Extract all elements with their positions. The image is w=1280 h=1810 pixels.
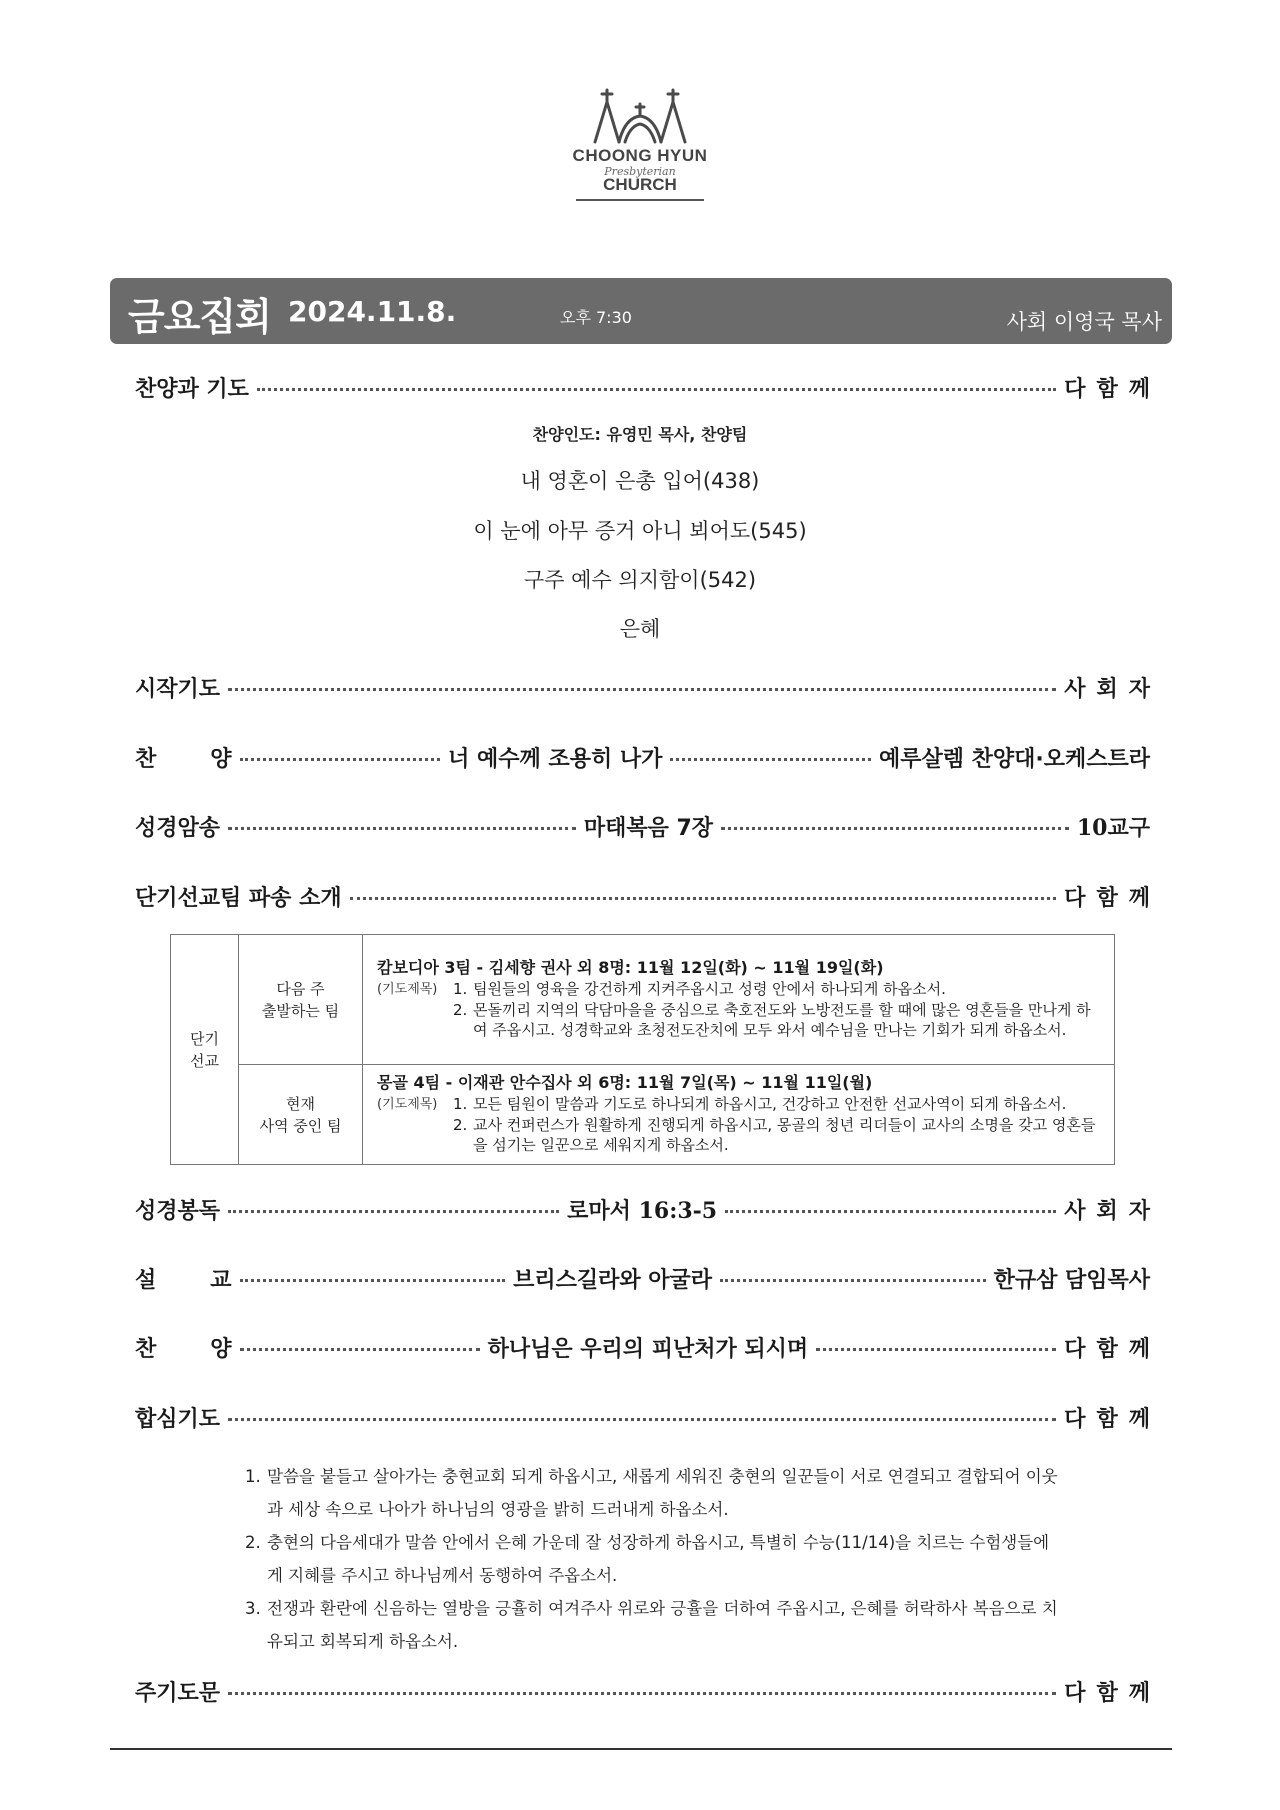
prayer-tag: (기도제목) xyxy=(377,982,438,997)
song-2: 이 눈에 아무 증거 아니 뵈어도(545) xyxy=(473,519,807,543)
prayer-text: 교사 컨퍼런스가 원활하게 진행되게 하옵시고, 몽골의 청년 리더들이 교사의 소명을 갖고 영혼들을 섬기는 일꾼으로 세워지게 하옵소서. xyxy=(473,1116,1096,1154)
order-label: 찬양 xyxy=(135,1336,286,1362)
team-title: 몽골 4팀 - 이재관 안수집사 외 6명: 11월 7일(목) ~ 11월 11일(월) xyxy=(377,1073,873,1092)
order-right: 다함께 xyxy=(1064,1406,1161,1432)
church-logo xyxy=(560,88,720,218)
logo-line-1: CHOONG HYUN xyxy=(572,146,708,165)
logo-line-2: Presbyterian xyxy=(604,165,676,178)
order-sermon xyxy=(135,1261,1150,1295)
order-right: 사회자 xyxy=(1064,1198,1161,1224)
prayer-item: (기도제목) 1. 팀원들의 영육을 강건하게 지켜주옵시고 성령 안에서 하나되게 하옵소서. xyxy=(377,979,1102,1000)
leader-dots xyxy=(240,1348,480,1351)
service-date: 2024.11.8. xyxy=(288,295,457,328)
table-row xyxy=(171,1065,1115,1165)
prayer-text: 전쟁과 환란에 신음하는 열방을 긍휼히 여겨주사 위로와 긍휼을 더하여 주옵시고, 은혜를 허락하사 복음으로 치유되고 회복되게 하옵소서. xyxy=(267,1599,1058,1651)
order-opening-prayer xyxy=(135,670,1161,704)
order-right: 예루살렘 찬양대·오케스트라 xyxy=(878,746,1150,772)
order-label: 성경봉독 xyxy=(135,1198,221,1224)
order-right: 다함께 xyxy=(1064,885,1161,911)
prayer-item: 2. 교사 컨퍼런스가 원활하게 진행되게 하옵시고, 몽골의 청년 리더들이 교사의 소명을 갖고 영혼들을 섬기는 일꾼으로 세워지게 하옵소서. xyxy=(377,1115,1102,1155)
service-host: 사회 이영국 목사 xyxy=(1006,310,1162,334)
order-scripture xyxy=(135,1192,1161,1226)
order-title: 브리스길라와 아굴라 xyxy=(513,1267,713,1293)
song-4: 은혜 xyxy=(619,617,661,641)
logo-line-3: CHURCH xyxy=(603,175,677,194)
leader-dots xyxy=(228,1210,559,1213)
table-row xyxy=(171,935,1115,1065)
order-label: 합심기도 xyxy=(135,1406,221,1432)
song-3: 구주 예수 의지함이(542) xyxy=(523,568,757,592)
order-label: 찬양과 기도 xyxy=(135,376,249,402)
prayer-text: 충현의 다음세대가 말씀 안에서 은혜 가운데 잘 성장하게 하옵시고, 특별히 수능(11/14)을 치르는 수험생들에게 지혜를 주시고 하나님께서 동행하여 주옵소서. xyxy=(267,1533,1050,1585)
order-memorize xyxy=(135,809,1150,843)
prayer-tag: (기도제목) xyxy=(377,1097,438,1112)
order-unison-prayer xyxy=(135,1400,1161,1434)
leader-dots xyxy=(721,827,1069,830)
order-title: 하나님은 우리의 피난처가 되시며 xyxy=(487,1336,809,1362)
leader-dots xyxy=(228,827,576,830)
order-right: 사회자 xyxy=(1064,676,1161,702)
order-mission-intro xyxy=(135,879,1161,913)
order-label: 설교 xyxy=(135,1267,286,1293)
prayer-text: 모든 팀원이 말씀과 기도로 하나되게 하옵시고, 건강하고 안전한 선교사역이 되게 하옵소서. xyxy=(473,1095,1067,1113)
order-right: 다함께 xyxy=(1064,376,1161,402)
leader-dots xyxy=(670,758,871,761)
leader-dots xyxy=(720,1279,986,1282)
team-status: 다음 주 출발하는 팀 xyxy=(239,935,363,1065)
order-right: 한규삼 담임목사 xyxy=(993,1267,1151,1293)
list-item: 1. 말씀을 붙들고 살아가는 충현교회 되게 하옵시고, 새롭게 세워진 충현의 일꾼들이 서로 연결되고 결합되어 이웃과 세상 속으로 나아가 하나님의 영광을 밝히 드러내게 하옵소서. xyxy=(245,1460,1065,1526)
service-header xyxy=(110,278,1172,344)
prayer-item: 2. 몬돌끼리 지역의 닥담마을을 중심으로 축호전도와 노방전도를 할 때에 많은 영혼들을 만나게 하여 주옵시고. 성경학교와 초청전도잔치에 모두 와서 예수님을 만나는 기회가 되게 하옵소서. xyxy=(377,1000,1102,1040)
leader-dots xyxy=(257,388,1056,391)
leader-dots xyxy=(228,688,1056,691)
list-item: 3. 전쟁과 환란에 신음하는 열방을 긍휼히 여겨주사 위로와 긍휼을 더하여 주옵시고, 은혜를 허락하사 복음으로 치유되고 회복되게 하옵소서. xyxy=(245,1592,1065,1658)
prayer-item: (기도제목) 1. 모든 팀원이 말씀과 기도로 하나되게 하옵시고, 건강하고 안전한 선교사역이 되게 하옵소서. xyxy=(377,1094,1102,1115)
leader-dots xyxy=(725,1210,1056,1213)
team-title: 캄보디아 3팀 - 김세향 권사 외 8명: 11월 12일(화) ~ 11월 19일(화) xyxy=(377,958,884,977)
prayer-list xyxy=(245,1460,1065,1658)
leader-dots xyxy=(240,758,441,761)
leader-dots xyxy=(816,1348,1056,1351)
order-title: 마태복음 7장 xyxy=(583,815,714,841)
team-status: 현재 사역 중인 팀 xyxy=(239,1065,363,1165)
order-label: 성경암송 xyxy=(135,815,221,841)
order-right: 10교구 xyxy=(1076,814,1150,841)
leader-dots xyxy=(350,897,1057,900)
leader-dots xyxy=(228,1692,1056,1695)
order-hymn xyxy=(135,1330,1162,1364)
prayer-text: 말씀을 붙들고 살아가는 충현교회 되게 하옵시고, 새롭게 세워진 충현의 일꾼들이 서로 연결되고 결합되어 이웃과 세상 속으로 나아가 하나님의 영광을 밝히 드러내게 하옵소서. xyxy=(267,1467,1058,1519)
order-label: 주기도문 xyxy=(135,1680,221,1706)
service-time: 오후 7:30 xyxy=(560,308,632,327)
prayer-text: 몬돌끼리 지역의 닥담마을을 중심으로 축호전도와 노방전도를 할 때에 많은 영혼들을 만나게 하여 주옵시고. 성경학교와 초청전도잔치에 모두 와서 예수님을 만나는 기회가 되게 하옵소서. xyxy=(473,1001,1091,1039)
team-details xyxy=(363,1065,1115,1165)
service-title: 금요집회 xyxy=(128,295,271,339)
order-praise-prayer xyxy=(135,370,1161,404)
order-label: 시작기도 xyxy=(135,676,221,702)
list-item: 2. 충현의 다음세대가 말씀 안에서 은혜 가운데 잘 성장하게 하옵시고, 특별히 수능(11/14)을 치르는 수험생들에게 지혜를 주시고 하나님께서 동행하여 주옵소서. xyxy=(245,1526,1065,1592)
order-title: 너 예수께 조용히 나가 xyxy=(448,746,663,772)
order-lords-prayer xyxy=(135,1674,1161,1708)
mission-group-label: 단기 선교 xyxy=(171,935,239,1165)
logo-rule xyxy=(576,199,704,201)
mission-table xyxy=(170,934,1115,1165)
prayer-text: 팀원들의 영육을 강건하게 지켜주옵시고 성령 안에서 하나되게 하옵소서. xyxy=(473,980,946,998)
order-title: 로마서 16:3-5 xyxy=(567,1197,718,1224)
order-anthem xyxy=(135,740,1150,774)
order-right: 다함께 xyxy=(1064,1680,1161,1706)
church-spires-icon xyxy=(585,88,695,144)
order-right: 다함께 xyxy=(1064,1336,1162,1362)
leader-dots xyxy=(240,1279,506,1282)
team-details xyxy=(363,935,1115,1065)
song-1: 내 영혼이 은총 입어(438) xyxy=(520,469,760,493)
order-label: 찬양 xyxy=(135,746,286,772)
praise-leader: 찬양인도: 유영민 목사, 찬양팀 xyxy=(532,425,748,444)
order-label: 단기선교팀 파송 소개 xyxy=(135,885,342,911)
leader-dots xyxy=(228,1418,1056,1421)
bottom-divider xyxy=(110,1748,1172,1750)
